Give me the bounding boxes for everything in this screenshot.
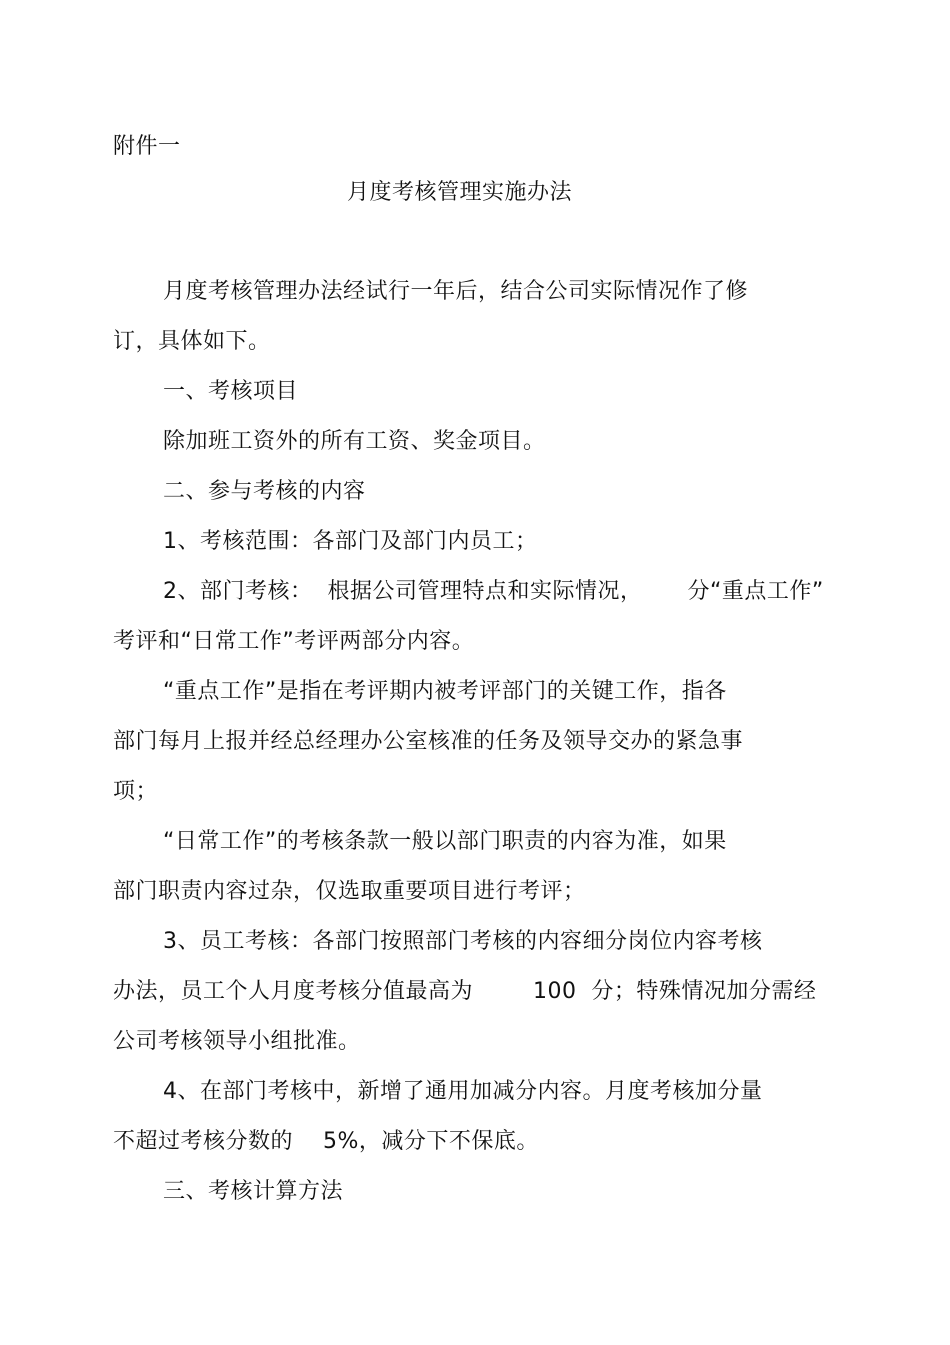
paragraph-line: 公司考核领导小组批准。 bbox=[113, 1029, 361, 1054]
paragraph-line: 部门职责内容过杂，仅选取重要项目进行考评； bbox=[113, 879, 586, 904]
attachment-label: 附件一 bbox=[113, 134, 181, 159]
paragraph-line: 1、考核范围：各部门及部门内员工； bbox=[163, 529, 538, 554]
document-title: 月度考核管理实施办法 bbox=[347, 180, 573, 205]
section-heading: 一、考核项目 bbox=[163, 379, 299, 404]
paragraph-line: 2、部门考核： 根据公司管理特点和实际情况， 分“重点工作” bbox=[163, 579, 824, 604]
paragraph-line: 项； bbox=[113, 779, 159, 804]
paragraph-line: “日常工作”的考核条款一般以部门职责的内容为准，如果 bbox=[163, 829, 727, 854]
paragraph-line: “重点工作”是指在考评期内被考评部门的关键工作，指各 bbox=[163, 679, 727, 704]
paragraph-line: 4、在部门考核中，新增了通用加减分内容。月度考核加分量 bbox=[163, 1079, 763, 1104]
paragraph-line: 3、员工考核：各部门按照部门考核的内容细分岗位内容考核 bbox=[163, 929, 763, 954]
paragraph-line: 月度考核管理办法经试行一年后，结合公司实际情况作了修 bbox=[163, 279, 749, 304]
paragraph-line: 办法，员工个人月度考核分值最高为 100 分；特殊情况加分需经 bbox=[113, 979, 817, 1004]
section-heading: 二、参与考核的内容 bbox=[163, 479, 366, 504]
paragraph-line: 部门每月上报并经总经理办公室核准的任务及领导交办的紧急事 bbox=[113, 729, 744, 754]
paragraph-line: 不超过考核分数的 5%，减分下不保底。 bbox=[113, 1129, 539, 1154]
section-heading: 三、考核计算方法 bbox=[163, 1179, 344, 1204]
paragraph-line: 订，具体如下。 bbox=[113, 329, 271, 354]
paragraph-line: 考评和“日常工作”考评两部分内容。 bbox=[113, 629, 475, 654]
paragraph-line: 除加班工资外的所有工资、奖金项目。 bbox=[163, 429, 546, 454]
